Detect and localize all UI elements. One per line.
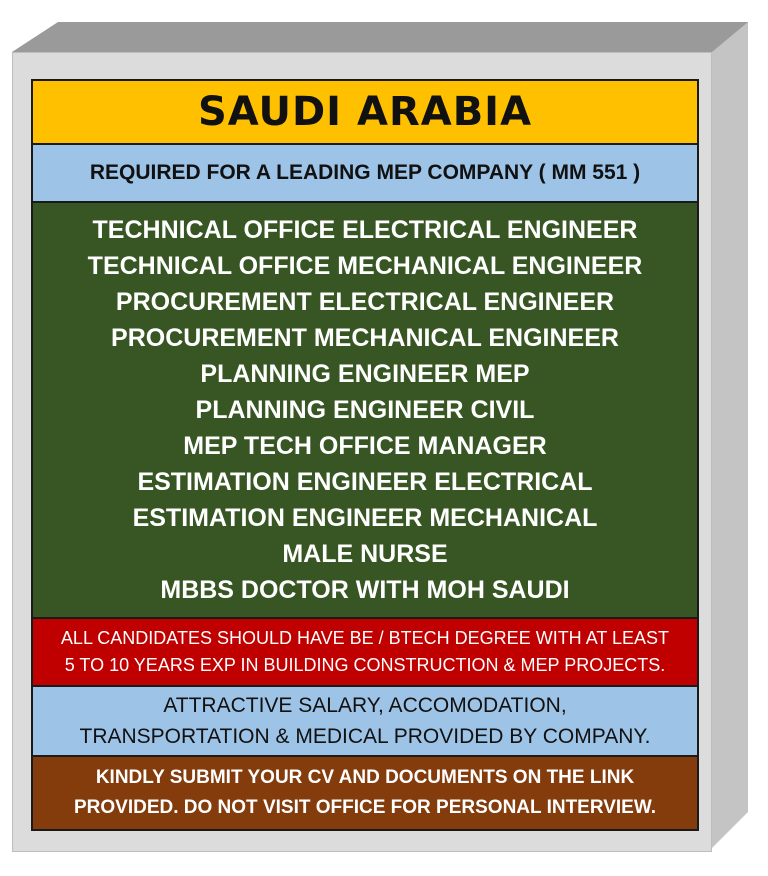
instructions-line: PROVIDED. DO NOT VISIT OFFICE FOR PERSONAL INTERVIEW.	[73, 797, 657, 818]
requirements-band	[33, 619, 697, 687]
instructions-line: KINDLY SUBMIT YOUR CV AND DOCUMENTS ON THE LINK	[95, 767, 635, 788]
requirements-line: 5 TO 10 YEARS EXP IN BUILDING CONSTRUCTION & MEP PROJECTS.	[64, 655, 666, 675]
job-list	[33, 203, 697, 619]
job-item: ESTIMATION ENGINEER ELECTRICAL	[137, 468, 593, 496]
job-poster	[31, 79, 699, 831]
job-item: PLANNING ENGINEER CIVIL	[195, 396, 535, 424]
job-item: MALE NURSE	[282, 540, 448, 568]
box-top-face	[12, 22, 748, 52]
job-item: PLANNING ENGINEER MEP	[200, 360, 530, 388]
title-band	[33, 81, 697, 145]
job-item: PROCUREMENT MECHANICAL ENGINEER	[111, 324, 619, 352]
requirements-line: ALL CANDIDATES SHOULD HAVE BE / BTECH DEGREE WITH AT LEAST	[60, 628, 670, 648]
poster-title: SAUDI ARABIA	[197, 89, 533, 135]
instructions-band	[33, 757, 697, 829]
box-side-face	[712, 22, 752, 854]
job-item: TECHNICAL OFFICE ELECTRICAL ENGINEER	[92, 216, 638, 244]
job-item: MEP TECH OFFICE MANAGER	[183, 432, 547, 460]
poster-subtitle: REQUIRED FOR A LEADING MEP COMPANY ( MM 551 )	[89, 161, 641, 184]
job-item: ESTIMATION ENGINEER MECHANICAL	[132, 504, 598, 532]
subtitle-band	[33, 145, 697, 203]
job-item: PROCUREMENT ELECTRICAL ENGINEER	[115, 288, 615, 316]
job-item: TECHNICAL OFFICE MECHANICAL ENGINEER	[87, 252, 643, 280]
job-item: MBBS DOCTOR WITH MOH SAUDI	[160, 576, 570, 604]
benefits-band	[33, 687, 697, 757]
benefits-line: ATTRACTIVE SALARY, ACCOMODATION,	[163, 694, 567, 717]
benefits-line: TRANSPORTATION & MEDICAL PROVIDED BY COMPANY.	[79, 725, 651, 748]
